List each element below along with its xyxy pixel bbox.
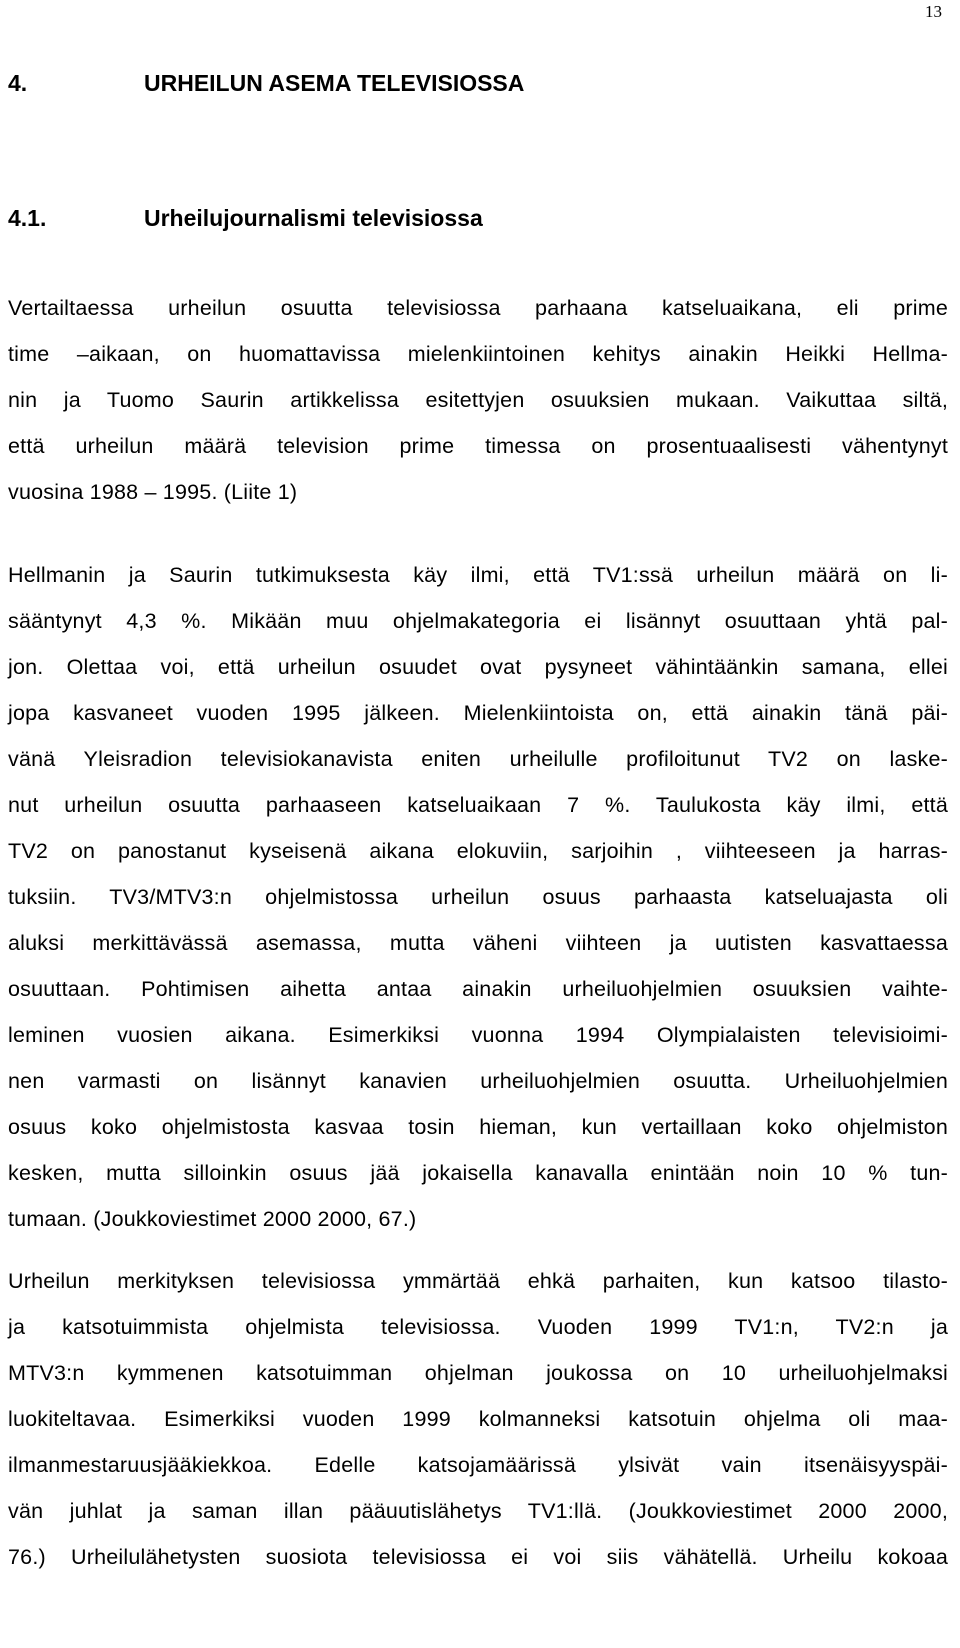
text-line: MTV3:n kymmenen katsotuimman ohjelman joukossa on 10 urheiluohjelmaksi xyxy=(8,1361,948,1385)
section-number: 4. xyxy=(8,70,28,96)
text-line: Vertailtaessa urheilun osuutta televisiossa parhaana katseluaikana, eli prime xyxy=(8,296,948,320)
text-line: osuus koko ohjelmistosta kasvaa tosin hieman, kun vertaillaan koko ohjelmiston xyxy=(8,1115,948,1139)
text-line: ja katsotuimmista ohjelmista televisiossa. Vuoden 1999 TV1:n, TV2:n ja xyxy=(8,1315,948,1339)
text-line: 76.) Urheilulähetysten suosiota televisiossa ei voi siis vähätellä. Urheilu kokoaa xyxy=(8,1545,948,1569)
text-line: vänä Yleisradion televisiokanavista eniten urheilulle profiloitunut TV2 on laske- xyxy=(8,747,948,771)
text-line: time –aikaan, on huomattavissa mielenkiintoinen kehitys ainakin Heikki Hellma- xyxy=(8,342,948,366)
subsection-number: 4.1. xyxy=(8,205,47,231)
text-line: nin ja Tuomo Saurin artikkelissa esitettyjen osuuksien mukaan. Vaikuttaa siltä, xyxy=(8,388,948,412)
text-line: jon. Olettaa voi, että urheilun osuudet ovat pysyneet vähintäänkin samana, ellei xyxy=(8,655,948,679)
page-number: 13 xyxy=(925,2,942,21)
paragraph-3 xyxy=(8,1258,948,1580)
subsection-title: Urheilujournalismi televisiossa xyxy=(144,205,483,231)
paragraph-1 xyxy=(8,285,948,515)
text-line: kesken, mutta silloinkin osuus jää jokaisella kanavalla enintään noin 10 % tun- xyxy=(8,1161,948,1185)
section-heading xyxy=(8,70,524,97)
text-line: nut urheilun osuutta parhaaseen katseluaikaan 7 %. Taulukosta käy ilmi, että xyxy=(8,793,948,817)
text-line: Urheilun merkityksen televisiossa ymmärtää ehkä parhaiten, kun katsoo tilasto- xyxy=(8,1269,948,1293)
text-line: Hellmanin ja Saurin tutkimuksesta käy ilmi, että TV1:ssä urheilun määrä on li- xyxy=(8,563,948,587)
text-line: tuksiin. TV3/MTV3:n ohjelmistossa urheilun osuus parhaasta katseluajasta oli xyxy=(8,885,948,909)
text-line: luokiteltavaa. Esimerkiksi vuoden 1999 kolmanneksi katsotuin ohjelma oli maa- xyxy=(8,1407,948,1431)
text-line: nen varmasti on lisännyt kanavien urheiluohjelmien osuutta. Urheiluohjelmien xyxy=(8,1069,948,1093)
text-line: aluksi merkittävässä asemassa, mutta väheni viihteen ja uutisten kasvattaessa xyxy=(8,931,948,955)
text-line: tumaan. (Joukkoviestimet 2000 2000, 67.) xyxy=(8,1207,417,1231)
text-line: jopa kasvaneet vuoden 1995 jälkeen. Mielenkiintoista on, että ainakin tänä päi- xyxy=(8,701,948,725)
subsection-heading xyxy=(8,205,483,232)
section-title: URHEILUN ASEMA TELEVISIOSSA xyxy=(144,70,525,96)
text-line: TV2 on panostanut kyseisenä aikana elokuviin, sarjoihin , viihteeseen ja harras- xyxy=(8,839,948,863)
text-line: sääntynyt 4,3 %. Mikään muu ohjelmakategoria ei lisännyt osuuttaan yhtä pal- xyxy=(8,609,948,633)
text-line: vän juhlat ja saman illan pääuutislähetys TV1:llä. (Joukkoviestimet 2000 2000, xyxy=(8,1499,948,1523)
text-line: vuosina 1988 – 1995. (Liite 1) xyxy=(8,480,298,504)
text-line: ilmanmestaruusjääkiekkoa. Edelle katsojamäärissä ylsivät vain itsenäisyyspäi- xyxy=(8,1453,948,1477)
text-line: leminen vuosien aikana. Esimerkiksi vuonna 1994 Olympialaisten televisioimi- xyxy=(8,1023,948,1047)
text-line: että urheilun määrä television prime timessa on prosentuaalisesti vähentynyt xyxy=(8,434,948,458)
text-line: osuuttaan. Pohtimisen aihetta antaa ainakin urheiluohjelmien osuuksien vaihte- xyxy=(8,977,948,1001)
paragraph-2 xyxy=(8,552,948,1242)
